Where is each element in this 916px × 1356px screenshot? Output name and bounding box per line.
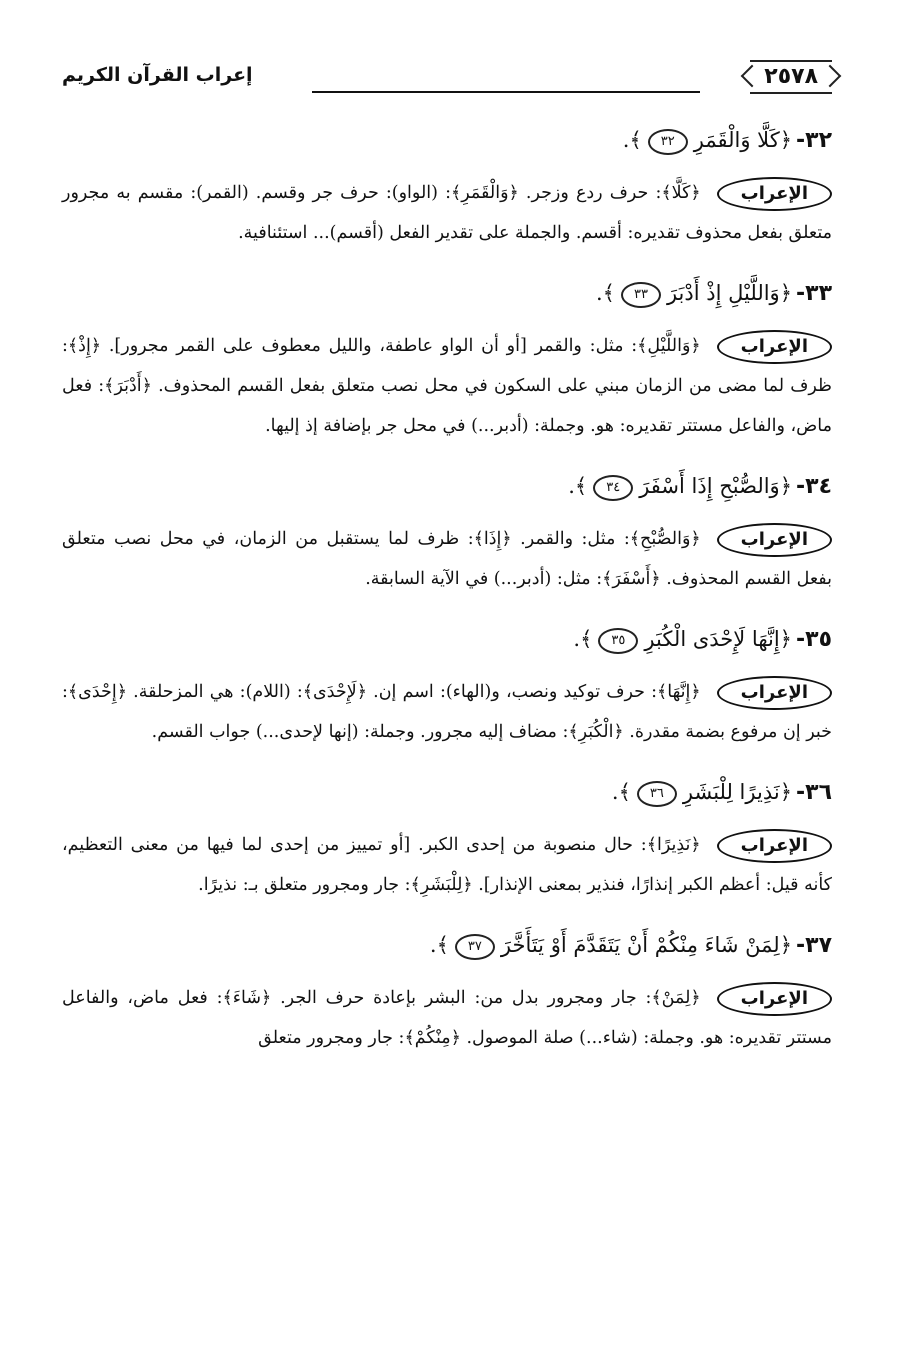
irab-text: ﴿إِنَّهَا﴾: حرف توكيد ونصب، و(الهاء): اسم إن. ﴿لَإِحْدَى﴾: (اللام): هي المزحلقة. ﴿إِحْدَى﴾: خبر إن مرفوع بضمة مقدرة. ﴿الْكُبَرِ﴾: مضاف إليه مجرور. وجملة: (إنها لإحدى...) جواب القسم. (62, 682, 832, 742)
irab-label: الإعراب (717, 982, 832, 1016)
irab-paragraph (62, 672, 832, 752)
irab-text: ﴿نَذِيرًا﴾: حال منصوبة من إحدى الكبر. [أو تمييز من إحدى لما فيها من معنى التعظيم، كأنه قيل: أعظم الكبر إنذارًا، فنذير بمعنى الإنذار]. ﴿لِلْبَشَرِ﴾: جار ومجرور متعلق بـ: نذيرًا. (62, 835, 832, 895)
irab-label: الإعراب (717, 829, 832, 863)
verse-close: ﴾. (595, 281, 615, 305)
verse-number: ٣٣- (796, 281, 832, 306)
page-header (62, 58, 832, 100)
verse-line (62, 468, 832, 505)
ayah-number-mark: ٣٧ (455, 934, 495, 960)
irab-paragraph (62, 326, 832, 446)
verse-line (62, 774, 832, 811)
verse-text: ﴿وَاللَّيْلِ إِذْ أَدْبَرَ (666, 281, 792, 305)
verse-text: ﴿نَذِيرًا لِلْبَشَرِ (682, 780, 792, 804)
irab-label: الإعراب (717, 177, 832, 211)
verse-section (62, 927, 832, 1058)
verse-section (62, 621, 832, 752)
verse-line (62, 927, 832, 964)
irab-text: ﴿وَالصُّبْحِ﴾: مثل: والقمر. ﴿إِذَا﴾: ظرف لما يستقبل من الزمان، في محل نصب متعلق بفعل القسم المحذوف. ﴿أَسْفَرَ﴾: مثل: (أدبر...) في الآية السابقة. (62, 529, 832, 589)
verse-line (62, 122, 832, 159)
verse-section (62, 468, 832, 599)
irab-label: الإعراب (717, 330, 832, 364)
irab-label: الإعراب (717, 676, 832, 710)
verse-close: ﴾. (622, 128, 642, 152)
header-rule (312, 91, 700, 93)
irab-paragraph (62, 519, 832, 599)
ayah-number-mark: ٣٢ (648, 129, 688, 155)
verse-close: ﴾. (568, 474, 588, 498)
verse-text: ﴿كَلَّا وَالْقَمَرِ (693, 128, 792, 152)
verse-line (62, 275, 832, 312)
verse-text: ﴿إِنَّهَا لَإِحْدَى الْكُبَرِ (644, 627, 792, 651)
verse-section (62, 122, 832, 253)
verse-number: ٣٧- (796, 933, 832, 958)
verse-number: ٣٢- (796, 128, 832, 153)
irab-paragraph (62, 978, 832, 1058)
ayah-number-mark: ٣٤ (593, 475, 633, 501)
verse-line (62, 621, 832, 658)
verse-close: ﴾. (573, 627, 593, 651)
irab-text: ﴿لِمَنْ﴾: جار ومجرور بدل من: البشر بإعادة حرف الجر. ﴿شَاءَ﴾: فعل ماض، والفاعل مستتر تقديره: هو. وجملة: (شاء...) صلة الموصول. ﴿مِنْكُمْ﴾: جار ومجرور متعلق (62, 988, 832, 1048)
page-number: ٢٥٧٨ (750, 60, 832, 94)
irab-text: ﴿وَاللَّيْلِ﴾: مثل: والقمر [أو أن الواو عاطفة، والليل معطوف على القمر مجرور]. ﴿إِذْ﴾: ظرف لما مضى من الزمان مبني على السكون في محل نصب متعلق بفعل القسم المحذوف. ﴿أَدْبَرَ﴾: فعل ماض، والفاعل مستتر تقديره: هو. وجملة: (أدبر...) في محل جر بإضافة إذ إليها. (62, 336, 832, 436)
ayah-number-mark: ٣٥ (598, 628, 638, 654)
verse-text: ﴿لِمَنْ شَاءَ مِنْكُمْ أَنْ يَتَقَدَّمَ أَوْ يَتَأَخَّرَ (500, 933, 792, 957)
verse-number: ٣٥- (796, 627, 832, 652)
verse-number: ٣٤- (796, 474, 832, 499)
irab-paragraph (62, 825, 832, 905)
verse-section (62, 774, 832, 905)
ayah-number-mark: ٣٦ (637, 781, 677, 807)
irab-paragraph (62, 173, 832, 253)
irab-label: الإعراب (717, 523, 832, 557)
book-title: إعراب القرآن الكريم (62, 64, 253, 86)
verse-close: ﴾. (429, 933, 449, 957)
verse-close: ﴾. (611, 780, 631, 804)
verse-section (62, 275, 832, 446)
irab-text: ﴿كَلَّا﴾: حرف ردع وزجر. ﴿وَالْقَمَرِ﴾: (الواو): حرف جر وقسم. (القمر): مقسم به مجرور متعلق بفعل محذوف تقديره: أقسم. والجملة على تقدير الفعل (أقسم)... استئنافية. (62, 183, 832, 243)
ayah-number-mark: ٣٣ (621, 282, 661, 308)
verse-text: ﴿وَالصُّبْحِ إِذَا أَسْفَرَ (639, 474, 792, 498)
verse-number: ٣٦- (796, 780, 832, 805)
page (62, 58, 832, 1338)
